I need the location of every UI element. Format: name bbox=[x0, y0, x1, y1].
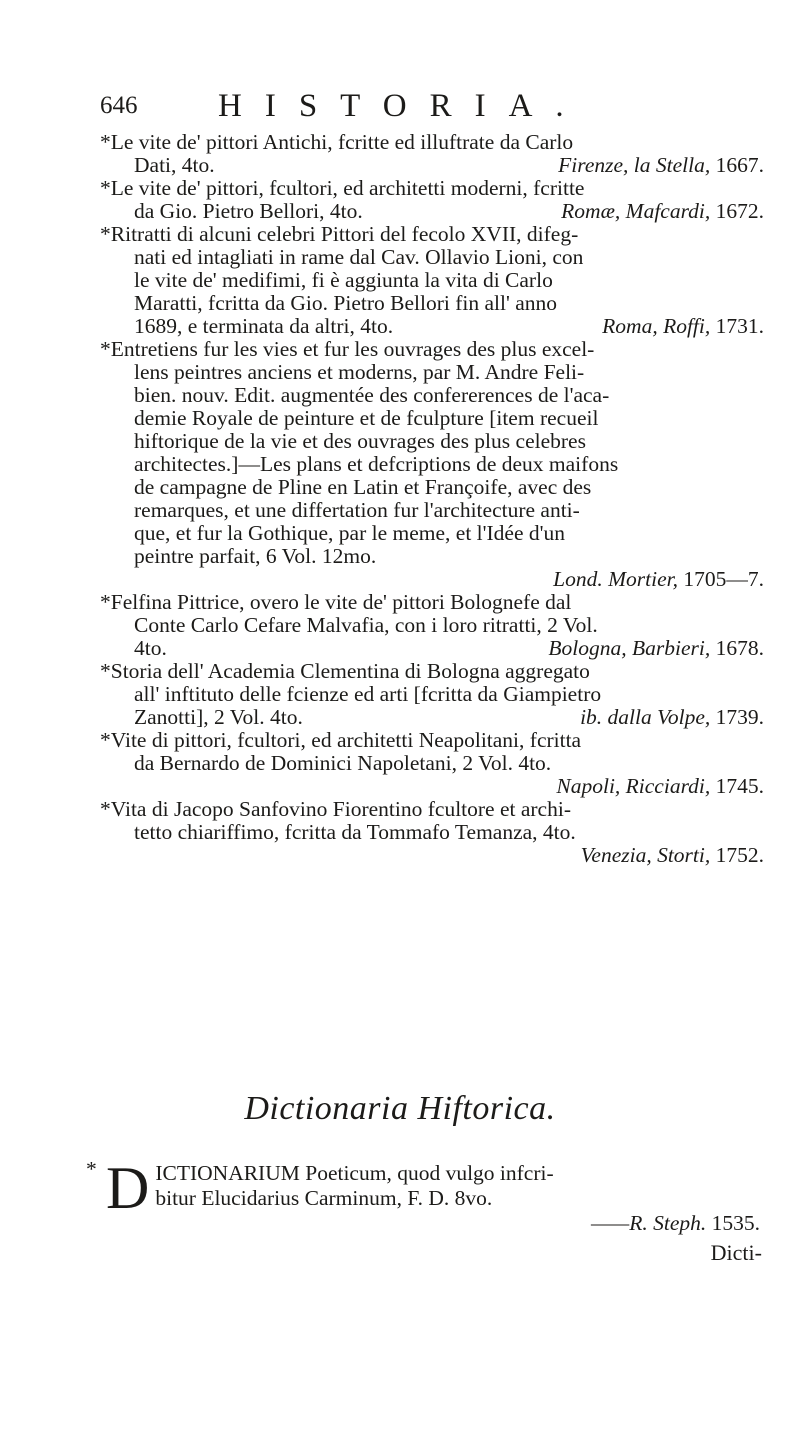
section-heading: Dictionaria Hiftorica. bbox=[244, 1090, 556, 1127]
entry-imprint bbox=[100, 637, 768, 660]
running-head: HISTORIA. bbox=[218, 88, 587, 124]
imprint-place: Romæ, Mafcardi, bbox=[561, 199, 711, 223]
drop-cap: D bbox=[106, 1155, 150, 1221]
entry-line: de campagne de Pline en Latin et Françoife, avec des bbox=[134, 475, 592, 499]
entry-line: demie Royale de peinture et de fculpture [item recueil bbox=[134, 406, 599, 430]
entry-line: peintre parfait, 6 Vol. 12mo. bbox=[134, 544, 377, 568]
imprint-year: 1678. bbox=[715, 636, 764, 660]
entry-star: * bbox=[86, 1157, 97, 1181]
entry-line: *Storia dell' Academia Clementina di Bologna aggregato bbox=[100, 659, 590, 683]
entry-imprint bbox=[100, 775, 768, 798]
entry-line: que, et fur la Gothique, par le meme, et l'Idée d'un bbox=[134, 521, 566, 545]
entry-imprint bbox=[100, 1211, 768, 1236]
bibliography-entry bbox=[100, 729, 768, 798]
bibliography-entry bbox=[100, 798, 768, 867]
entry-line: *Entretiens fur les vies et fur les ouvrages des plus excel- bbox=[100, 337, 595, 361]
page-header bbox=[100, 88, 720, 128]
bibliography-entry bbox=[100, 591, 768, 660]
bibliography-entry bbox=[100, 131, 768, 177]
imprint-year: 1705—7. bbox=[683, 567, 764, 591]
page-number: 646 bbox=[100, 92, 138, 119]
imprint-place: Napoli, Ricciardi, bbox=[556, 774, 711, 798]
entry-line: le vite de' medifimi, fi è aggiunta la vita di Carlo bbox=[134, 268, 553, 292]
imprint-year: 1752. bbox=[715, 843, 764, 867]
imprint-year: 1667. bbox=[715, 153, 764, 177]
imprint-place: ib. dalla Volpe, bbox=[580, 705, 711, 729]
imprint-year: 1745. bbox=[715, 774, 764, 798]
entry-line: *Vite di pittori, fcultori, ed architetti Neapolitani, fcritta bbox=[100, 728, 582, 752]
imprint-place: Lond. Mortier, bbox=[553, 567, 678, 591]
entry-imprint bbox=[100, 844, 768, 867]
entry-line: *Le vite de' pittori Antichi, fcritte ed illuftrate da Carlo bbox=[100, 130, 574, 154]
bibliography-entry bbox=[100, 338, 768, 591]
entry-imprint bbox=[100, 568, 768, 591]
entry-line: architectes.]—Les plans et defcriptions de deux maifons bbox=[134, 452, 619, 476]
imprint-year: 1739. bbox=[715, 705, 764, 729]
entry-line: da Gio. Pietro Bellori, 4to. bbox=[134, 199, 363, 223]
entry-line: tetto chiariffimo, fcritta da Tommafo Temanza, 4to. bbox=[134, 820, 576, 844]
entry-line: Maratti, fcritta da Gio. Pietro Bellori fin all' anno bbox=[134, 291, 558, 315]
imprint-place: Venezia, Storti, bbox=[580, 843, 711, 867]
imprint-year: 1731. bbox=[715, 314, 764, 338]
imprint-place: Firenze, la Stella, bbox=[558, 153, 711, 177]
entry-line: ICTIONARIUM Poeticum, quod vulgo infcri- bbox=[155, 1161, 554, 1185]
entry-line: 4to. bbox=[134, 636, 167, 660]
entry-line: *Le vite de' pittori, fcultori, ed architetti moderni, fcritte bbox=[100, 176, 585, 200]
dictionary-entry bbox=[86, 1155, 768, 1236]
entry-line: da Bernardo de Dominici Napoletani, 2 Vol. 4to. bbox=[134, 751, 552, 775]
entry-line: bien. nouv. Edit. augmentée des confererences de l'aca- bbox=[134, 383, 610, 407]
entry-line: all' inftituto delle fcienze ed arti [fcritta da Giampietro bbox=[134, 682, 602, 706]
bibliography-entry bbox=[100, 223, 768, 338]
entry-line: Conte Carlo Cefare Malvafia, con i loro ritratti, 2 Vol. bbox=[134, 613, 598, 637]
entry-line: Zanotti], 2 Vol. 4to. bbox=[134, 705, 303, 729]
imprint-place: Roma, Roffi, bbox=[602, 314, 711, 338]
entry-line: 1689, e terminata da altri, 4to. bbox=[134, 314, 394, 338]
entry-line: nati ed intagliati in rame dal Cav. Ollavio Lioni, con bbox=[134, 245, 584, 269]
entry-line: Dati, 4to. bbox=[134, 153, 215, 177]
bibliography-entry bbox=[100, 177, 768, 223]
entry-line: hiftorique de la vie et des ouvrages des plus celebres bbox=[134, 429, 586, 453]
entry-line: remarques, et une differtation fur l'architecture anti- bbox=[134, 498, 580, 522]
entry-line: *Felfina Pittrice, overo le vite de' pittori Bolognefe dal bbox=[100, 590, 572, 614]
entry-line: lens peintres anciens et moderns, par M. Andre Feli- bbox=[134, 360, 585, 384]
entry-line: bitur Elucidarius Carminum, F. D. 8vo. bbox=[155, 1186, 493, 1210]
bibliography-entries bbox=[100, 131, 768, 867]
imprint-place: Bologna, Barbieri, bbox=[548, 636, 711, 660]
imprint-place: ——R. Steph. bbox=[590, 1211, 707, 1235]
imprint-year: 1672. bbox=[715, 199, 764, 223]
catchword: Dicti- bbox=[710, 1240, 762, 1265]
entry-line: *Vita di Jacopo Sanfovino Fiorentino fcultore et archi- bbox=[100, 797, 571, 821]
bibliography-entry bbox=[100, 660, 768, 729]
entry-line: *Ritratti di alcuni celebri Pittori del fecolo XVII, difeg- bbox=[100, 222, 579, 246]
imprint-year: 1535. bbox=[711, 1211, 760, 1235]
